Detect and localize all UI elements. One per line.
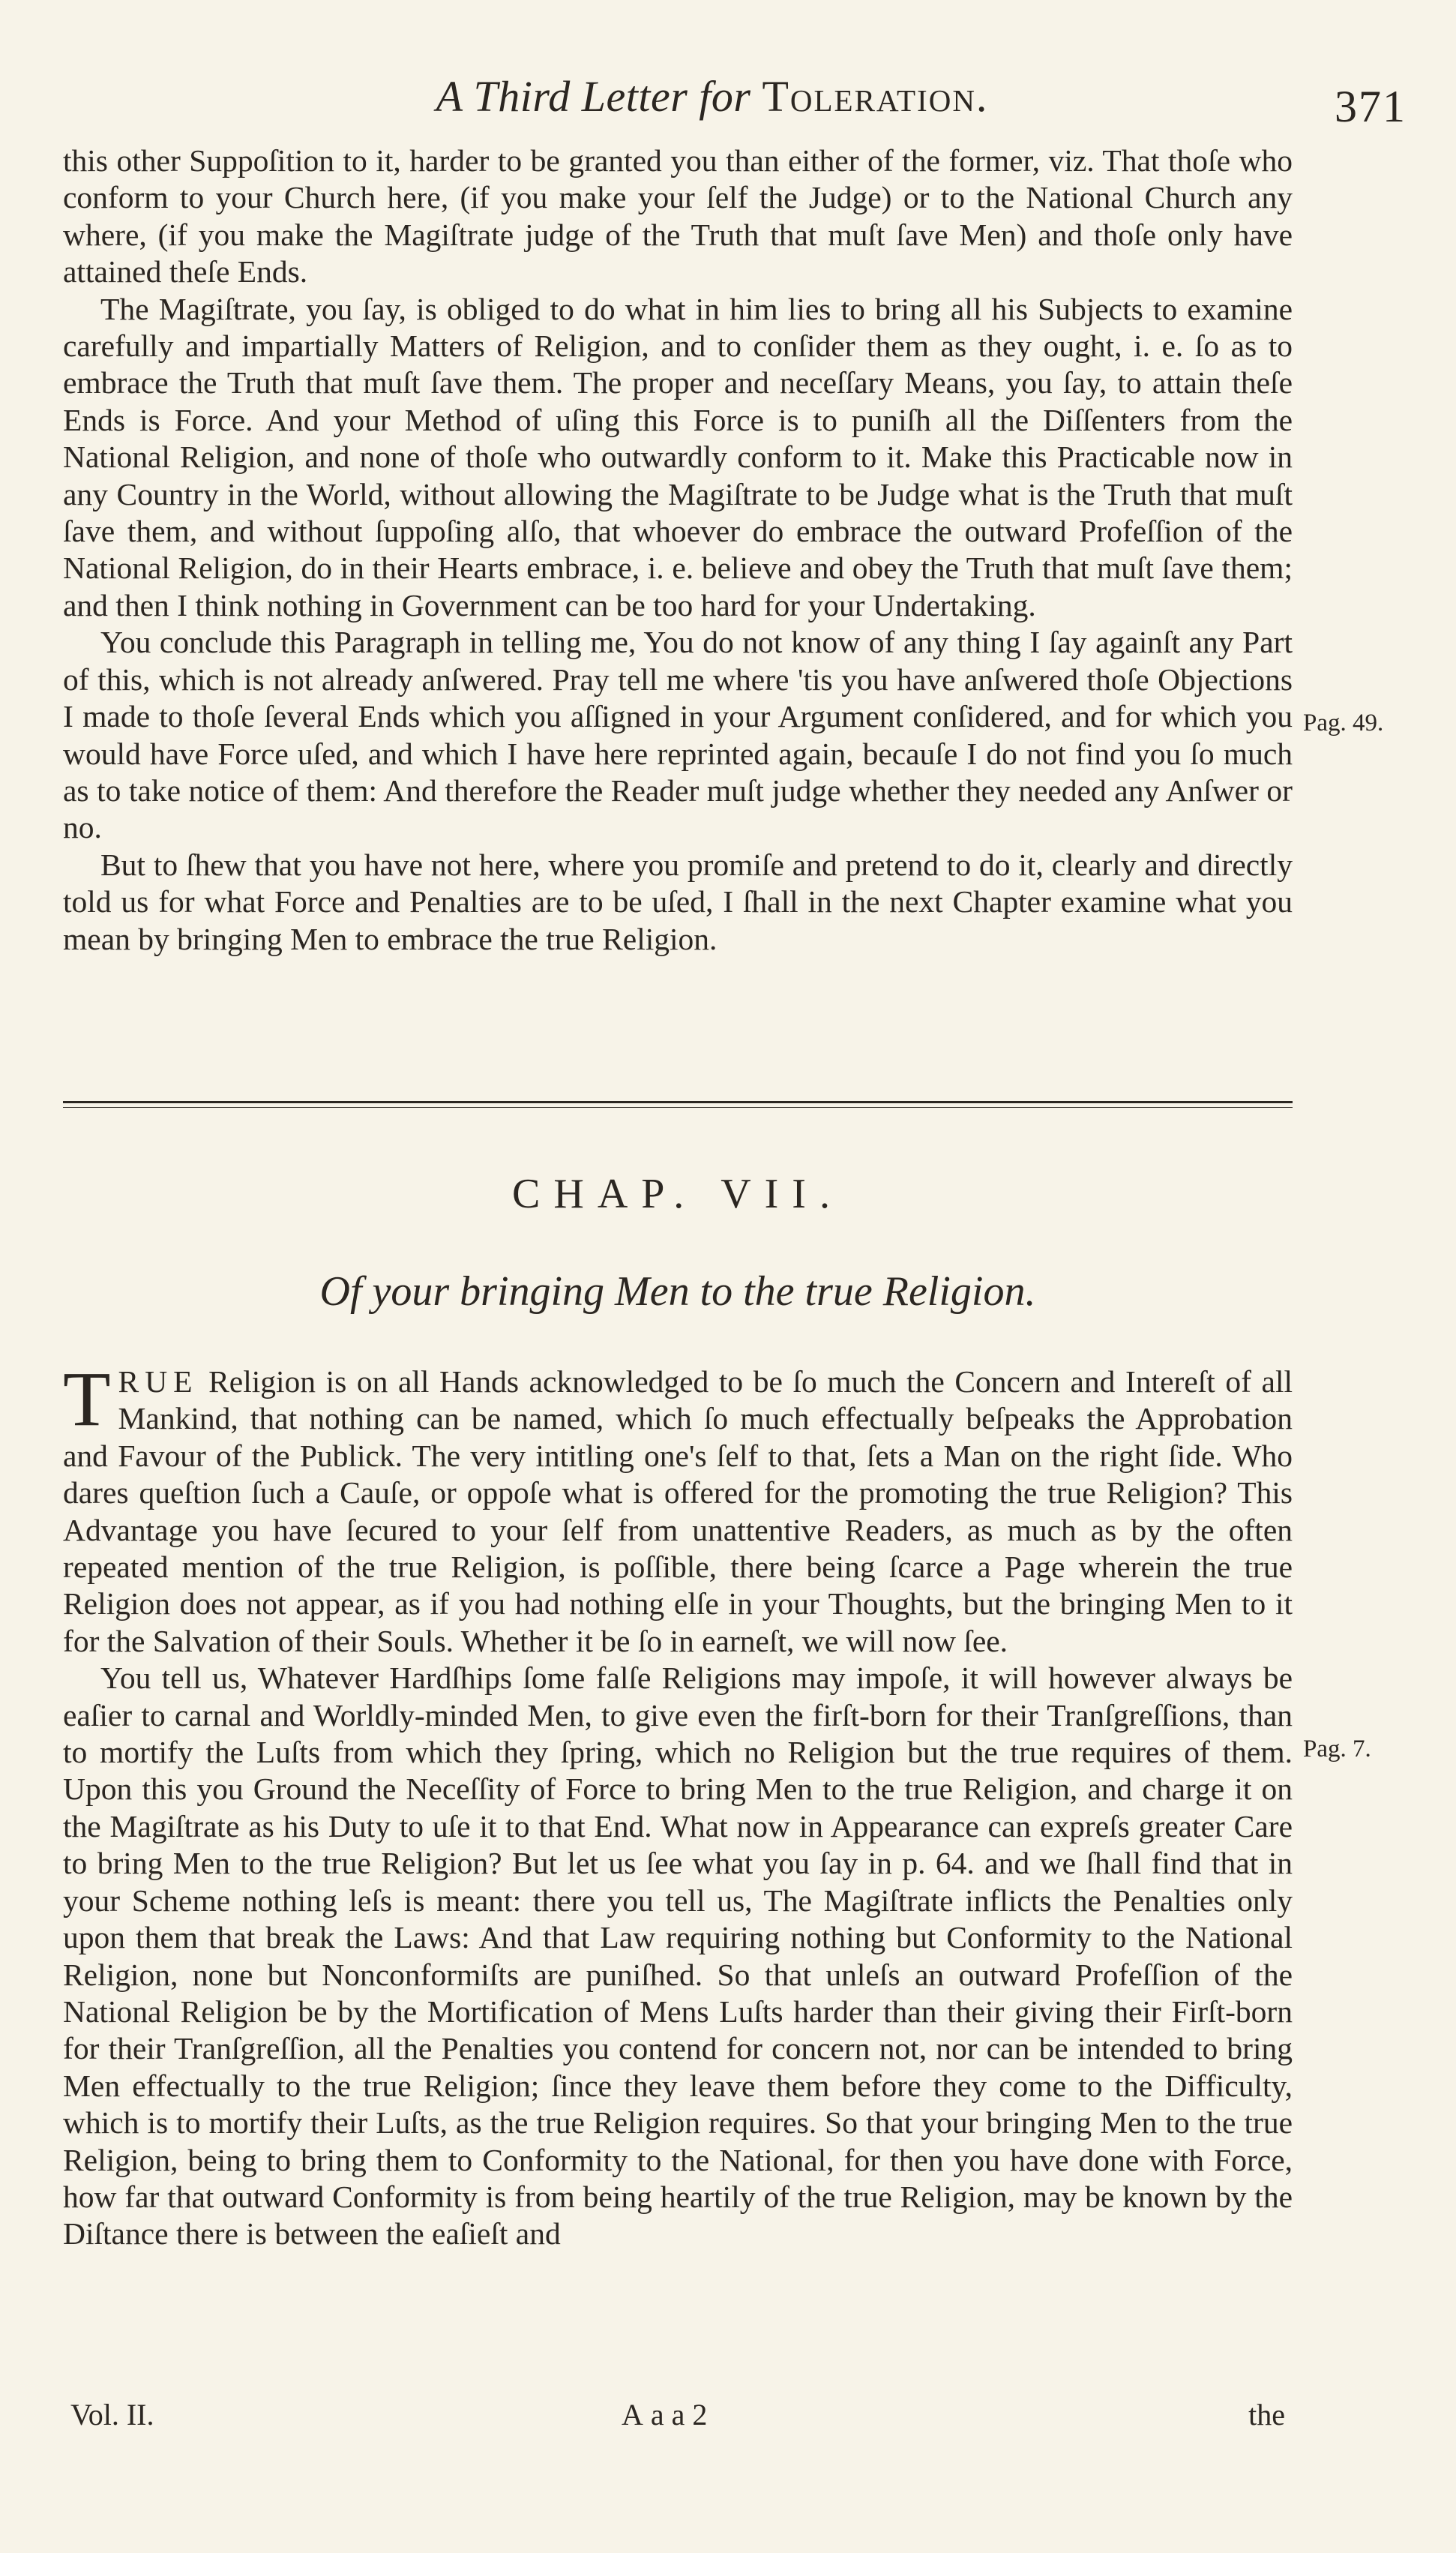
paragraph: You conclude this Paragraph in telling me, You do not know of any thing I ſay againſt any Part of this, which is not already anſwered. Pray tell me where 'tis you have anſwered thoſe Objections I made to thoſe ſeveral Ends which you aſſigned in your Argument conſidered, and for which you would have Force uſed, and which I have here reprinted again, becauſe I do not find you ſo much as to take notice of them: And therefore the Reader muſt judge whether they needed any Anſwer or no. xyxy=(63,625,1293,845)
margin-reference: Pag. 49. xyxy=(1303,710,1384,736)
paragraph-text: Religion is on all Hands acknowledged to be ſo much the Concern and Intereſt of all Mankind, that nothing can be named, which ſo much effectually beſpeaks the Approbation and Favour of the Publick. The very intitling one's ſelf to that, ſets a Man on the right ſide. Who dares queſtion ſuch a Cauſe, or oppoſe what is offered for the promoting the true Religion? This Advantage you have ſecured to your ſelf from unattentive Readers, as much as by the often repeated mention of the true Religion, is poſſible, there being ſcarce a Page wherein the true Religion does not appear, as if you had nothing elſe in your Thoughts, but the bringing Men to it for the Salvation of their Souls. Whether it be ſo in earneſt, we will now ſee. xyxy=(63,1364,1293,1658)
section-continued-text xyxy=(63,142,1293,958)
running-head xyxy=(375,71,1050,122)
running-head-title-caps: Toleration. xyxy=(762,72,989,121)
volume-label: Vol. II. xyxy=(70,2398,154,2432)
paragraph: You tell us, Whatever Hardſhips ſome falſe Religions may impoſe, it will however always be eaſier to carnal and Worldly-minded Men, to give even the firſt-born for their Tranſgreſſions, than to mortify the Luſts from which they ſpring, which no Religion but the true requires of them. Upon this you Ground the Neceſſity of Force to bring Men to the true Religion, and charge it on the Magiſtrate as his Duty to uſe it to that End. What now in Appearance can expreſs greater Care to bring Men to the true Religion? But let us ſee what you ſay in p. 64. and we ſhall find that in your Scheme nothing leſs is meant: there you tell us, The Magiſtrate inflicts the Penalties only upon them that break the Laws: And that Law requiring nothing but Conformity to the National Religion, none but Nonconformiſts are puniſhed. So that unleſs an outward Profeſſion of the National Religion be by the Mortification of Mens Luſts harder than their giving their Firſt-born for their Tranſgreſſion, all the Penalties you contend for concern not, nor can be intended to bring Men effectually to the true Religion; ſince they leave them before they come to the Difficulty, which is to mortify their Luſts, as the true Religion requires. So that your bringing Men to the true Religion, being to bring them to Conformity to the National, for then you have done with Force, how far that outward Conformity is from being heartily of the true Religion, may be known by the Diſtance there is between the eaſieſt and xyxy=(63,1660,1293,2252)
chapter-body xyxy=(63,1356,1293,2253)
margin-reference: Pag. 7. xyxy=(1303,1736,1371,1762)
first-word: RUE xyxy=(118,1364,199,1399)
paragraph: But to ſhew that you have not here, where you promiſe and pretend to do it, clearly and directly told us for what Force and Penalties are to be uſed, I ſhall in the next Chapter examine what you mean by bringing Men to embrace the true Religion. xyxy=(63,847,1293,956)
chapter-heading: CHAP. VII. xyxy=(512,1171,843,1217)
paragraph: this other Suppoſition to it, harder to be granted you than either of the former, viz. That thoſe who conform to your Church here, (if you make your ſelf the Judge) or to the National Church any where, (if you make the Magiſtrate judge of the Truth that muſt ſave Men) and thoſe only have attained theſe Ends. xyxy=(63,143,1293,290)
page-number: 371 xyxy=(1335,82,1407,131)
catchword: the xyxy=(1248,2398,1285,2432)
drop-cap: T xyxy=(63,1356,111,1442)
running-head-title: A Third Letter for xyxy=(436,72,751,121)
paragraph: The Magiſtrate, you ſay, is obliged to do what in him lies to bring all his Subjects to examine carefully and impartially Matters of Religion, and to conſider them as they ought, i. e. ſo as to embrace the Truth that muſt ſave them. The proper and neceſſary Means, you ſay, to attain theſe Ends is Force. And your Method of uſing this Force is to puniſh all the Diſſenters from the National Religion, and none of thoſe who outwardly conform to it. Make this Practicable now in any Country in the World, without allowing the Magiſtrate to be Judge what is the Truth that muſt ſave them, and without ſuppoſing alſo, that whoever do embrace the outward Profeſſion of the National Religion, do in their Hearts embrace, i. e. believe and obey the Truth that muſt ſave them; and then I think nothing in Government can be too hard for your Undertaking. xyxy=(63,291,1293,622)
chapter-rule-thin xyxy=(63,1107,1293,1108)
paragraph xyxy=(63,1356,1293,1660)
chapter-rule-thick xyxy=(63,1101,1293,1103)
chapter-title: Of your bringing Men to the true Religion. xyxy=(319,1268,1036,1315)
signature-mark: Aaa2 xyxy=(622,2398,715,2432)
page-footer xyxy=(63,2397,1293,2434)
